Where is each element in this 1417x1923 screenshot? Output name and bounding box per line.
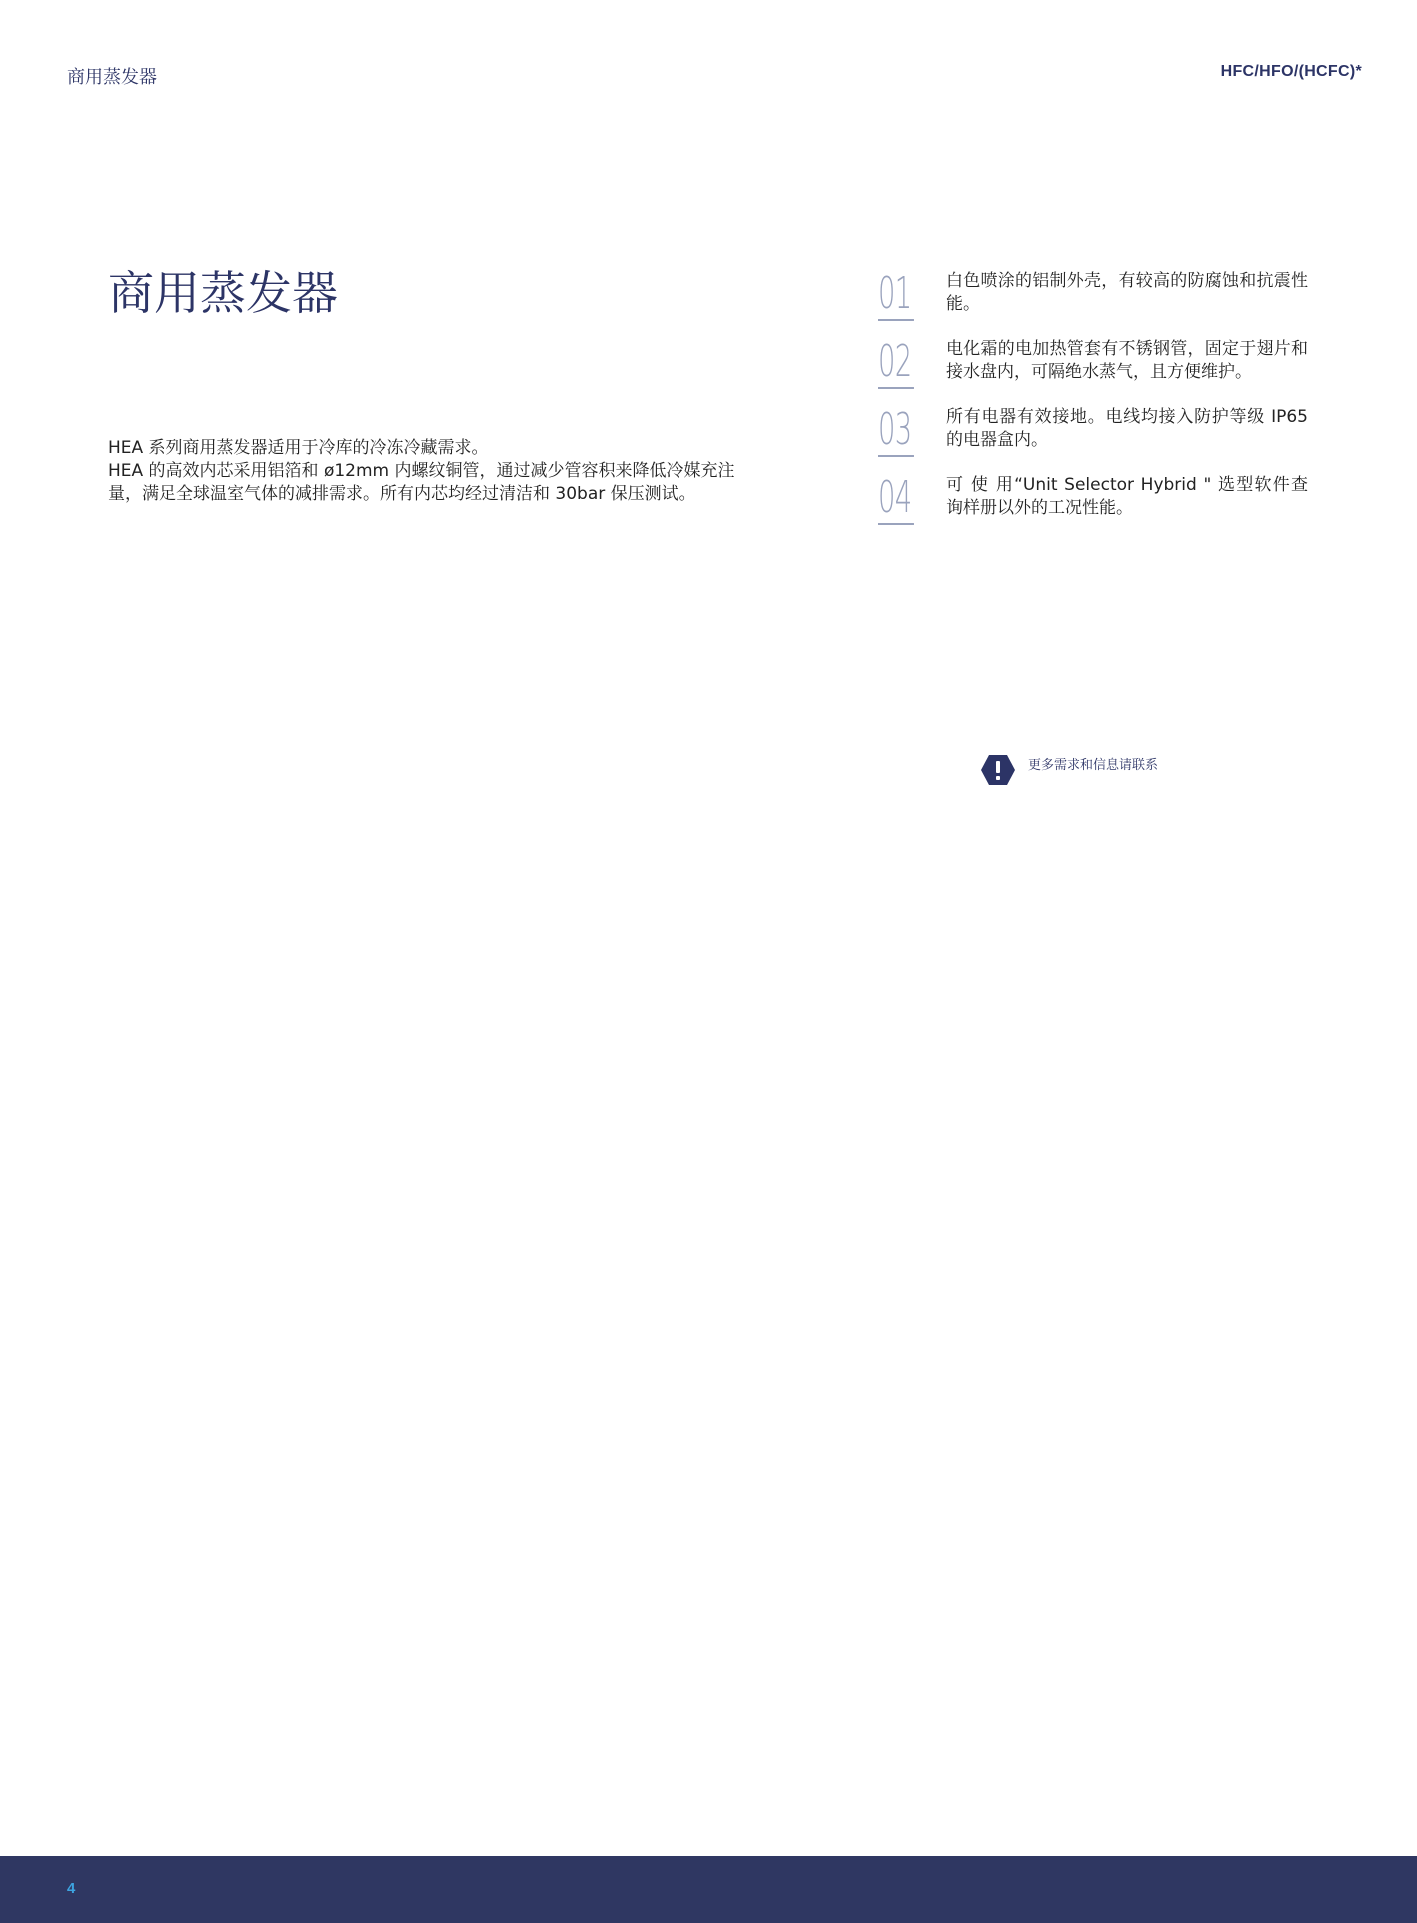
feature-item bbox=[878, 404, 1308, 455]
exclamation-hexagon-icon bbox=[980, 754, 1016, 786]
feature-item bbox=[878, 268, 1308, 319]
feature-text: 电化霜的电加热管套有不锈钢管，固定于翅片和接水盘内，可隔绝水蒸气，且方便维护。 bbox=[946, 339, 1308, 382]
feature-list bbox=[878, 270, 1308, 542]
page-number: 4 bbox=[67, 1880, 76, 1897]
feature-item bbox=[878, 336, 1308, 387]
header-refrigerant-tag: HFC/HFO/(HCFC)* bbox=[1220, 63, 1362, 80]
feature-text: 所有电器有效接地。电线均接入防护等级 IP65 的电器盒内。 bbox=[946, 407, 1308, 450]
header-section-title: 商用蒸发器 bbox=[67, 67, 157, 88]
intro-text bbox=[108, 437, 768, 506]
feature-text: 可 使 用“Unit Selector Hybrid " 选型软件查询样册以外的工况性能。 bbox=[946, 475, 1308, 518]
page-title: 商用蒸发器 bbox=[108, 266, 338, 320]
contact-note bbox=[980, 754, 1158, 786]
feature-number: 02 bbox=[878, 336, 912, 387]
intro-paragraph: HEA 系列商用蒸发器适用于冷库的冷冻冷藏需求。 bbox=[108, 438, 489, 458]
footer-bar bbox=[0, 1856, 1417, 1923]
feature-number: 04 bbox=[878, 472, 912, 523]
contact-text: 更多需求和信息请联系 bbox=[1028, 758, 1159, 773]
feature-number: 03 bbox=[878, 404, 912, 455]
intro-paragraph: HEA 的高效内芯采用铝箔和 ø12mm 内螺纹铜管，通过减少管容积来降低冷媒充注量，满足全球温室气体的减排需求。所有内芯均经过清洁和 30bar 保压测试。 bbox=[108, 461, 735, 504]
feature-number: 01 bbox=[878, 268, 912, 319]
feature-item bbox=[878, 472, 1308, 523]
feature-text: 白色喷涂的铝制外壳，有较高的防腐蚀和抗震性能。 bbox=[946, 271, 1308, 314]
